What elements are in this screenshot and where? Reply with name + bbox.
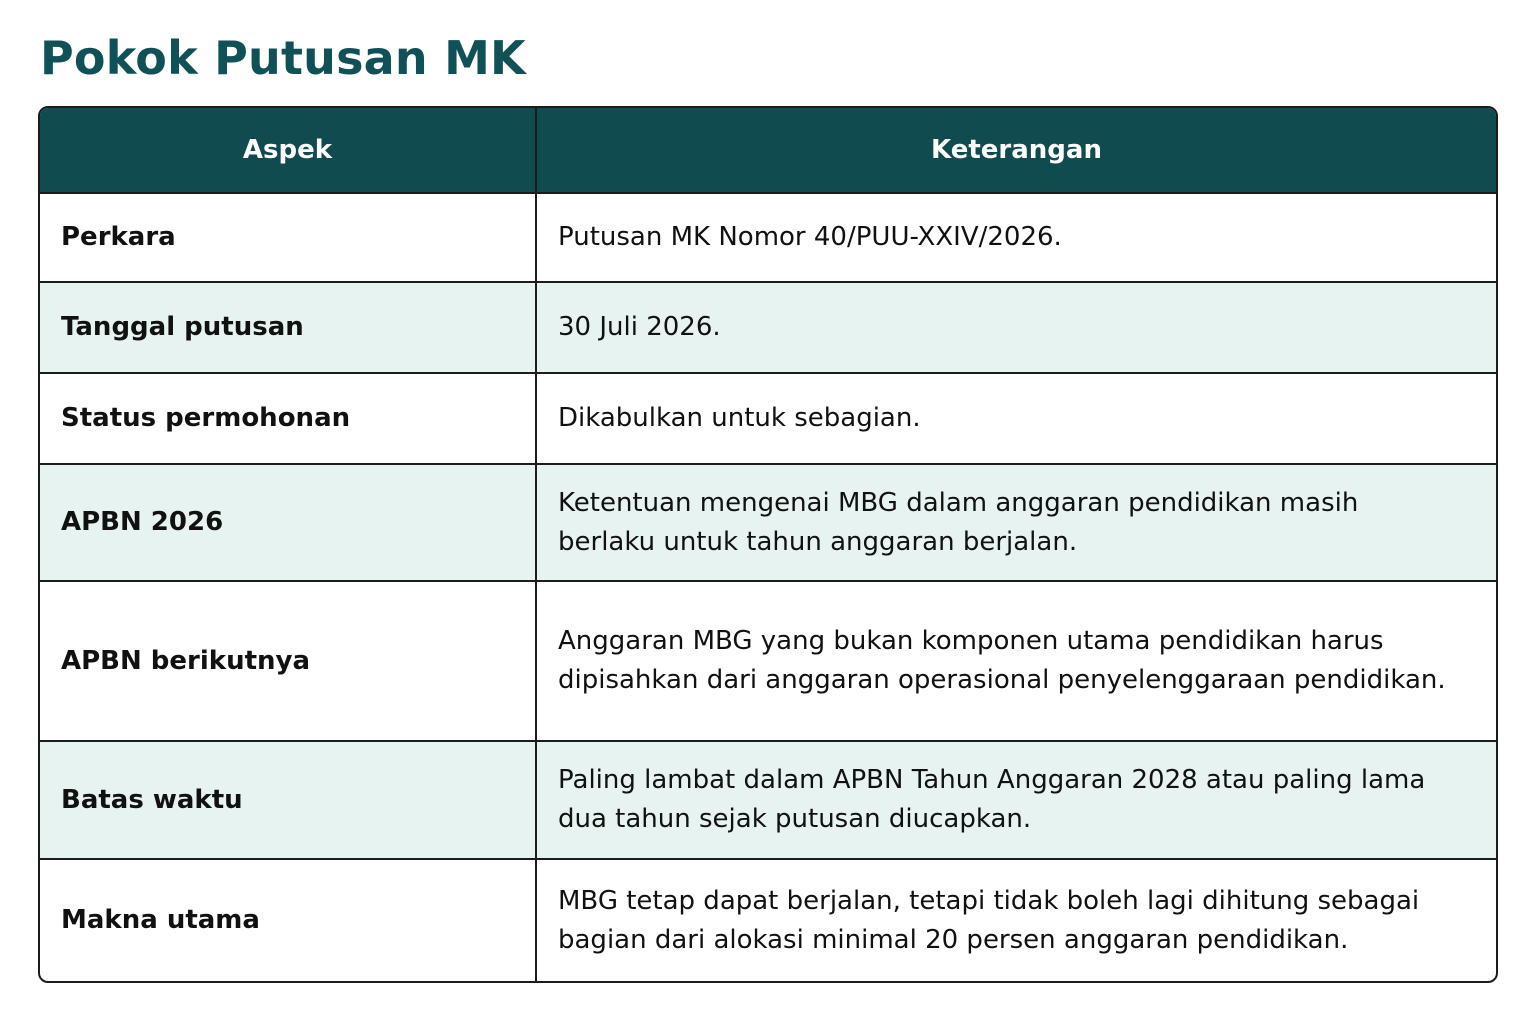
table-row <box>40 741 1496 859</box>
table-row <box>40 581 1496 741</box>
table-row <box>40 193 1496 282</box>
keterangan-cell: MBG tetap dapat berjalan, tetapi tidak boleh lagi dihitung sebagai bagian dari alokasi minimal 20 persen anggaran pendidikan. <box>536 859 1496 981</box>
table-row <box>40 464 1496 581</box>
keterangan-cell: Paling lambat dalam APBN Tahun Anggaran 2028 atau paling lama dua tahun sejak putusan diucapkan. <box>536 741 1496 859</box>
column-header-aspek: Aspek <box>40 108 536 193</box>
aspek-cell: APBN berikutnya <box>40 581 536 741</box>
keterangan-cell: Anggaran MBG yang bukan komponen utama pendidikan harus dipisahkan dari anggaran operasional penyelenggaraan pendidikan. <box>536 581 1496 741</box>
table-row <box>40 859 1496 981</box>
aspek-cell: Batas waktu <box>40 741 536 859</box>
table-row <box>40 282 1496 373</box>
keterangan-cell: Putusan MK Nomor 40/PUU-XXIV/2026. <box>536 193 1496 282</box>
aspek-cell: Perkara <box>61 222 176 252</box>
aspek-cell: Makna utama <box>40 859 536 981</box>
page-title: Pokok Putusan MK <box>40 31 526 85</box>
table-header-row <box>40 108 1496 193</box>
decision-table-grid <box>40 108 1496 981</box>
keterangan-cell: 30 Juli 2026. <box>536 282 1496 373</box>
table-row <box>40 373 1496 464</box>
aspek-cell: Tanggal putusan <box>40 282 536 373</box>
keterangan-cell: Ketentuan mengenai MBG dalam anggaran pendidikan masih berlaku untuk tahun anggaran berjalan. <box>536 464 1496 581</box>
decision-table <box>38 106 1498 983</box>
aspek-cell: APBN 2026 <box>40 464 536 581</box>
aspek-cell: Status permohonan <box>40 373 536 464</box>
column-header-keterangan: Keterangan <box>536 108 1496 193</box>
keterangan-cell: Dikabulkan untuk sebagian. <box>536 373 1496 464</box>
